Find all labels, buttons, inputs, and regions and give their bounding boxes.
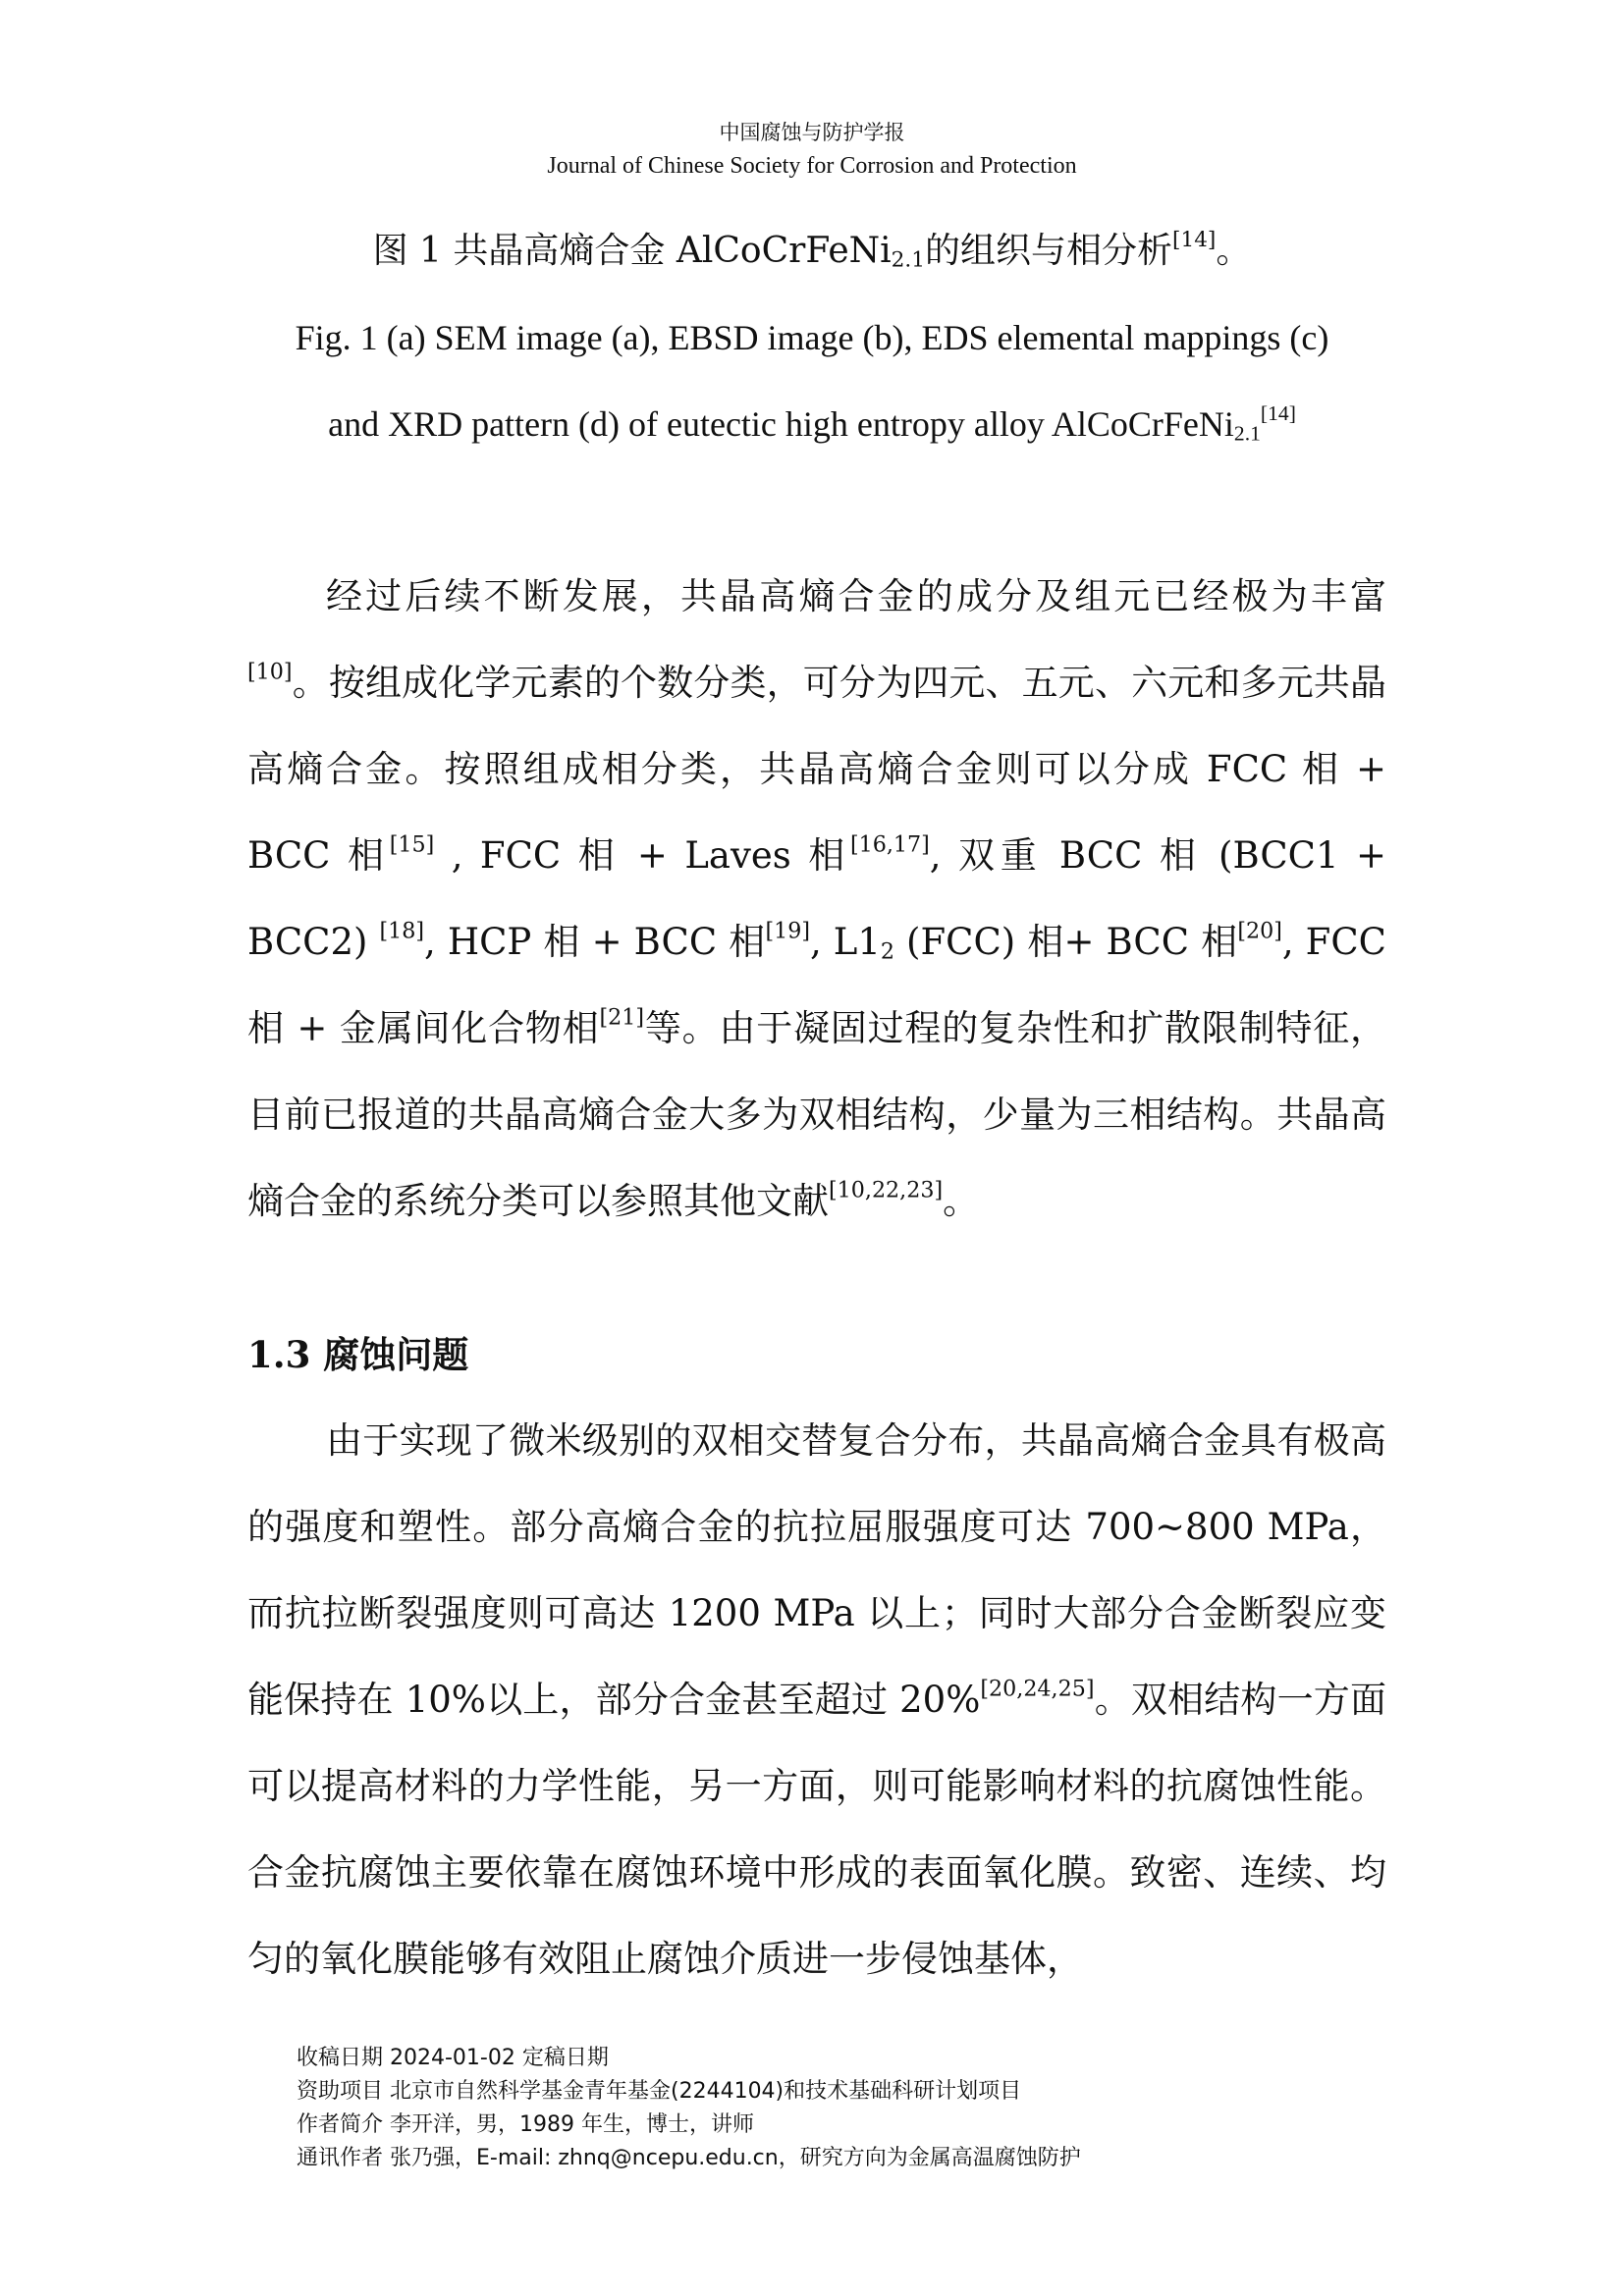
text-run: 。双相结构一方面可以提高材料的力学性能，另一方面，则可能影响材料的抗腐蚀性能。合金抗腐蚀主要依靠在腐蚀环境中形成的表面氧化膜。致密、连续、均匀的氧化膜能够有效阻止腐蚀介质进一步侵蚀基体，	[247, 1679, 1386, 1980]
citation[interactable]: [10]	[247, 659, 293, 685]
paragraph-phase-classification	[247, 554, 1386, 1245]
caption-en-citation[interactable]: [14]	[1260, 400, 1296, 425]
caption-cn-end: 。	[1216, 231, 1252, 271]
text-run: , FCC 相 + 金属间化合物相	[247, 921, 1386, 1049]
text-run: , HCP 相 + BCC 相	[424, 921, 766, 963]
figure-caption-en-line1: Fig. 1 (a) SEM image (a), EBSD image (b), EDS elemental mappings (c)	[295, 318, 1329, 357]
footnotes	[297, 2042, 1377, 2175]
body-paragraph-2	[247, 1398, 1386, 2002]
caption-en-subscript: 2.1	[1233, 421, 1261, 446]
citation[interactable]: [20]	[1237, 918, 1282, 944]
text-run: (FCC) 相+ BCC 相	[894, 921, 1238, 963]
text-run: , FCC 相 + Laves 相	[434, 834, 850, 877]
text-run: , L1	[810, 921, 881, 963]
figure-caption-en-line2	[0, 381, 1624, 467]
page-header	[0, 116, 1624, 183]
figure-caption	[0, 208, 1624, 467]
section-title: 1.3 腐蚀问题	[247, 1333, 469, 1376]
text-run: , 双重 BCC 相 (BCC1 + BCC2)	[247, 834, 1387, 963]
footnote-received-date: 收稿日期 2024-01-02 定稿日期	[297, 2046, 609, 2070]
text-run: 。	[943, 1180, 980, 1222]
caption-cn-text-2: 的组织与相分析	[925, 231, 1173, 271]
citation[interactable]: [15]	[389, 831, 435, 858]
text-run: 等。由于凝固过程的复杂性和扩散限制特征，目前已报道的共晶高熵合金大多为双相结构，少量为三相结构。共晶高熵合金的系统分类可以参照其他文献	[247, 1007, 1386, 1222]
citation[interactable]: [10,22,23]	[829, 1177, 944, 1203]
figure-caption-cn	[0, 208, 1624, 294]
caption-en-text: and XRD pattern (d) of eutectic high entropy alloy AlCoCrFeNi	[328, 404, 1234, 444]
citation[interactable]: [18]	[379, 918, 425, 944]
body-paragraph-1	[247, 554, 1386, 1245]
citation[interactable]: [21]	[599, 1004, 645, 1031]
caption-cn-text: 图 1 共晶高熵合金 AlCoCrFeNi	[372, 231, 892, 271]
section-heading-block	[247, 1311, 1386, 1398]
footnote-author-bio: 作者简介 李开洋，男，1989 年生，博士，讲师	[297, 2112, 754, 2137]
footnote-corresponding-author: 通讯作者 张乃强，E-mail: zhnq@ncepu.edu.cn，研究方向为金属高温腐蚀防护	[297, 2146, 1081, 2170]
subscript: 2	[880, 938, 895, 965]
footnote-funding: 资助项目 北京市自然科学基金青年基金(2244104)和技术基础科研计划项目	[297, 2079, 1022, 2104]
citation[interactable]: [20,24,25]	[980, 1676, 1095, 1702]
text-run: 由于实现了微米级别的双相交替复合分布，共晶高熵合金具有极高的强度和塑性。部分高熵合金的抗拉屈服强度可达 700~800 MPa，而抗拉断裂强度则可高达 1200 MPa 以上；同时大部分合金断裂应变能保持在 10%以上，部分合金甚至超过 20%	[247, 1419, 1386, 1721]
text-run: 经过后续不断发展，共晶高熵合金的成分及组元已经极为丰富	[326, 575, 1386, 617]
caption-cn-citation[interactable]: [14]	[1172, 227, 1217, 252]
citation[interactable]: [19]	[765, 918, 810, 944]
citation[interactable]: [16,17]	[849, 831, 930, 858]
caption-cn-subscript: 2.1	[891, 247, 926, 273]
text-run: 。按组成化学元素的个数分类，可分为四元、五元、六元和多元共晶高熵合金。按照组成相分类，共晶高熵合金则可以分成 FCC 相 + BCC 相	[247, 662, 1386, 877]
paragraph-corrosion-problem	[247, 1398, 1386, 2002]
journal-title-en: Journal of Chinese Society for Corrosion and Protection	[547, 153, 1077, 179]
journal-title-cn: 中国腐蚀与防护学报	[719, 121, 905, 144]
